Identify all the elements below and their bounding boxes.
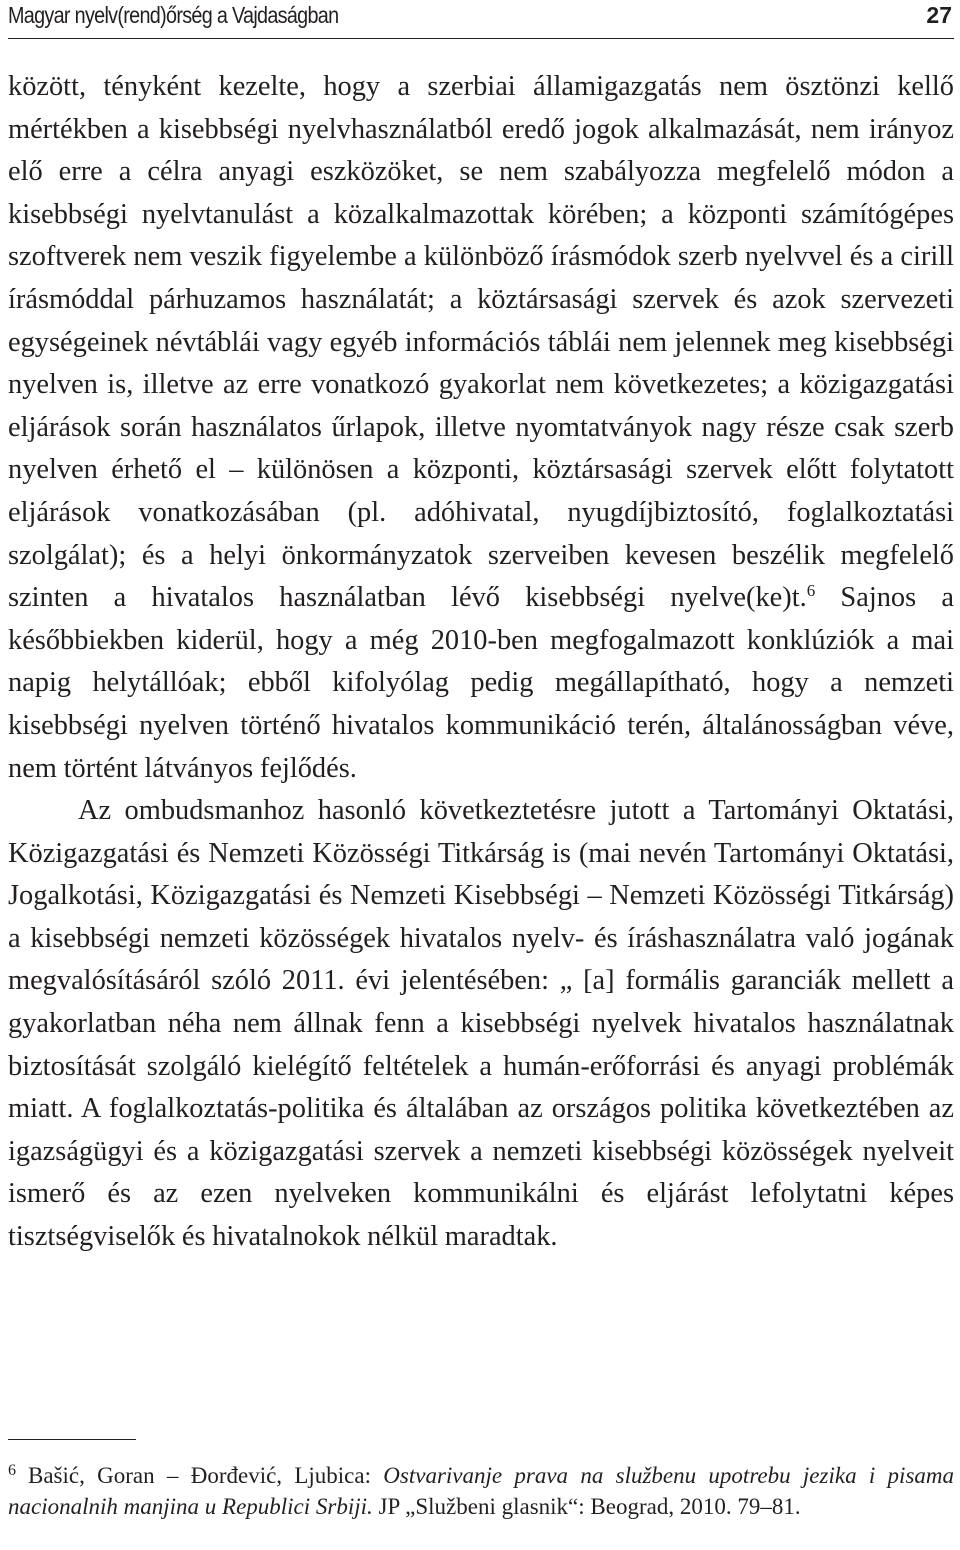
footnote-title: Ostvarivanje prava na službenu upotrebu jezika i pisama nacionalnih manjina u Republici Srbiji. <box>8 1463 955 1519</box>
footnote-reference[interactable]: 6 <box>806 581 816 601</box>
page-number: 27 <box>926 2 952 28</box>
footnote-publication: JP „Službeni glasnik“: Beograd, 2010. 79–81. <box>372 1494 801 1519</box>
running-header <box>8 0 954 39</box>
footnote-divider <box>8 1439 136 1440</box>
paragraph-2: Az ombudsmanhoz hasonló következtetésre jutott a Tartományi Oktatási, Közigazgatási és Nemzeti Közösségi Titkárság is (mai nevén Tartományi Oktatási, Jogalkotási, Közigazgatási és Nemzeti Kisebbségi – Nemzeti Közösségi Titkárság) a kisebbségi nemzeti közösségek hivatalos nyelv- és íráshasználatra való jogának megvalósításáról szóló 2011. évi jelentésében: „ [a] formális garanciák mellett a gyakorlatban néha nem állnak fenn a kisebbségi nyelvek hivatalos használatnak biztosítását szolgáló kielégítő feltételek a humán-erőforrási és anyagi problémák miatt. A foglalkoztatás-politika és általában az országos politika következtében az igazságügyi és a közigazgatási szervek a nemzeti kisebbségi közösségek nyelveit ismerő és az ezen nyelveken kommunikálni és eljárást lefolytatni képes tisztségviselők és hivatalnokok nélkül maradtak. <box>8 795 954 1253</box>
footnote-mark: 6 <box>8 1462 16 1479</box>
body-text <box>8 66 954 1259</box>
paragraph-1-continuation: Sajnos a későbbiekben kiderül, hogy a még 2010-ben megfogalmazott konklúziók a mai napig helytállóak; ebből kifolyólag pedig megállapítható, hogy a nemzeti kisebbségi nyelven történő hivatalos kommunikáció terén, általánosságban véve, nem történt látványos fejlődés. <box>8 582 954 784</box>
paragraph-1-text: között, tényként kezelte, hogy a szerbiai államigazgatás nem ösztönzi kellő mértékben a kisebbségi nyelvhasználatból eredő jogok alkalmazását, nem irányoz elő erre a célra anyagi eszközöket, se nem szabályozza megfelelő módon a kisebbségi nyelvtanulást a közalkalmazottak körében; a központi számítógépes szoftverek nem veszik figyelembe a különböző írásmódok szerb nyelvvel és a cirill írásmóddal párhuzamos használatát; a köztársasági szervek és azok szervezeti egységeinek névtáblái vagy egyéb információs táblái nem jelennek meg kisebbségi nyelven is, illetve az erre vonatkozó gyakorlat nem következetes; a közigazgatási eljárások során használatos űrlapok, illetve nyomtatványok nagy része csak szerb nyelven érhető el – különösen a központi, köztársasági szervek előtt folytatott eljárások vonatkozásában (pl. adóhivatal, nyugdíjbiztosító, foglalkoztatási szolgálat); és a helyi önkormányzatok szerveiben kevesen beszélik megfelelő szinten a hivatalos használatban lévő kisebbségi nyelve(ke)t. <box>8 71 954 614</box>
paragraph-1 <box>8 66 954 790</box>
running-title: Magyar nyelv(rend)őrség a Vajdaságban <box>8 2 339 28</box>
footnote-authors: Bašić, Goran – Đorđević, Ljubica: <box>28 1463 384 1488</box>
footnote <box>8 1460 954 1522</box>
